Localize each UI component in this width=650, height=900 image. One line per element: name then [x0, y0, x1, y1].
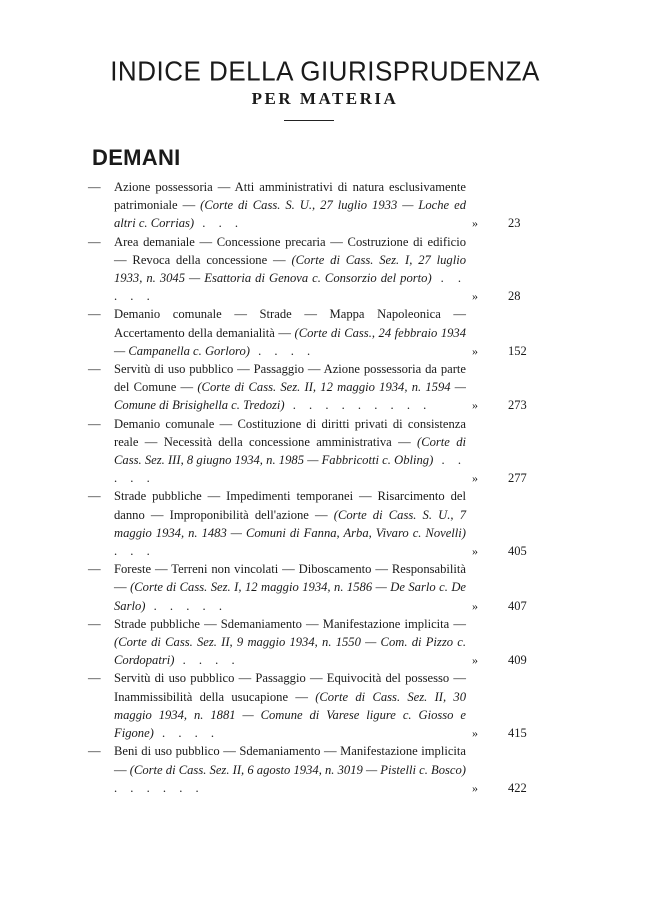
entry-leader-dots: . . . . . . — [114, 780, 204, 795]
index-entry: — Demanio comunale — Strade — Mappa Napoleonica — Accertamento della demanialità — (Corte di Cass., 24 febbraio 1934 — Campanella c. Gorloro) . . . . » 152 — [88, 307, 527, 358]
entry-citation: (Corte di Cass. Sez. II, 30 maggio 1934, n. 1881 — Comune di Varese ligure c. Giosso e Figone) — [114, 689, 466, 741]
index-entry: — Azione possessoria — Atti amministrativi di natura esclusivamente patrimoniale — (Corte di Cass. S. U., 27 luglio 1933 — Loche ed altri c. Corrias) . . . » 23 — [88, 180, 521, 231]
entry-citation: (Corte di Cass. Sez. II, 12 maggio 1934, n. 1594 — Comune di Brisighella c. Tredozi) — [114, 380, 466, 413]
entry-leader-dots: . . . — [114, 544, 155, 559]
entry-leader-dots: . . . . . — [114, 271, 466, 304]
entry-leader-dots: . . . . — [153, 726, 220, 741]
index-entry: — Servitù di uso pubblico — Passaggio — Equivocità del possesso — Inammissibilità della usucapione — (Corte di Cass. Sez. II, 30 maggio 1934, n. 1881 — Comune di Varese ligure c. Giosso e Figone) . . . . » 415 — [88, 671, 527, 741]
entry-citation: (Corte di Cass. Sez. I, 27 luglio 1933, n. 3045 — Esattoria di Genova c. Consorzio del porto) — [114, 252, 467, 286]
entry-citation: (Corte di Cass. Sez. II, 9 maggio 1934, n. 1550 — Com. di Pizzo c. Cordopatri) — [114, 635, 466, 668]
entry-text: Strade pubbliche — Sdemaniamento — Manifestazione implicita — — [114, 616, 466, 631]
entry-dash: — — [88, 671, 101, 686]
entry-leader-dots: . . . . — [174, 653, 240, 668]
index-entry: — Strade pubbliche — Sdemaniamento — Manifestazione implicita — (Corte di Cass. Sez. II, 9 maggio 1934, n. 1550 — Com. di Pizzo c. Cordopatri) . . . . » 409 — [88, 616, 527, 668]
entry-text: Azione possessoria — Atti amministrativi di natura esclusivamente patrimoniale — — [114, 180, 466, 213]
entry-dash: — — [88, 180, 101, 194]
entry-text: Servitù di uso pubblico — Passaggio — Equivocità del possesso — Inammissibilità della usucapione — — [114, 671, 466, 704]
index-entry: — Area demaniale — Concessione precaria — Costruzione di edificio — Revoca della concessione — (Corte di Cass. Sez. I, 27 luglio 1933, n. 3045 — Esattoria di Genova c. Consorzio del porto) . . . . . » 28 — [88, 234, 521, 304]
entry-dash: — — [88, 307, 101, 322]
entry-dash: — — [88, 234, 101, 249]
index-entry: — Strade pubbliche — Impedimenti temporanei — Risarcimento del danno — Improponibilità dell'azione — (Corte di Cass. S. U., 7 maggio 1934, n. 1483 — Comuni di Fanna, Arba, Vivaro c. Novelli) . . . » 405 — [88, 489, 527, 559]
entry-text: Beni di uso pubblico — Sdemaniamento — Manifestazione implicita — — [114, 744, 466, 777]
index-entry: — Servitù di uso pubblico — Passaggio — Azione possessoria da parte del Comune — (Corte di Cass. Sez. II, 12 maggio 1934, n. 1594 — Comune di Brisighella c. Tredozi) . . . . . . . . . » 273 — [88, 362, 527, 413]
entry-leader-dots: . . . . . — [114, 453, 467, 486]
entry-dash: — — [88, 616, 101, 631]
entry-dash: — — [88, 489, 101, 504]
entry-text: Demanio comunale — Costituzione di diritti privati di consistenza reale — Necessità della concessione amministrativa — — [114, 416, 466, 449]
entry-text: Servitù di uso pubblico — Passaggio — Azione possessoria da parte del Comune — — [114, 362, 466, 395]
entry-dash: — — [88, 416, 101, 431]
entry-dash: — — [88, 362, 101, 377]
entry-citation: (Corte di Cass. Sez. III, 8 giugno 1934, n. 1985 — Fabbricotti c. Obling) — [114, 434, 466, 468]
entry-citation: (Corte di Cass. S. U., 7 maggio 1934, n. 1483 — Comuni di Fanna, Arba, Vivaro c. Novelli) — [114, 507, 466, 540]
entry-list — [88, 178, 548, 797]
index-entry: — Beni di uso pubblico — Sdemaniamento — Manifestazione implicita — (Corte di Cass. Sez. II, 6 agosto 1934, n. 3019 — Pistelli c. Bosco) . . . . . . » 422 — [88, 744, 527, 795]
title-divider — [284, 120, 334, 121]
index-entry: — Demanio comunale — Costituzione di diritti privati di consistenza reale — Necessità della concessione amministrativa — (Corte di Cass. Sez. III, 8 giugno 1934, n. 1985 — Fabbricotti c. Obling) . . . . . » 277 — [88, 416, 527, 486]
entry-text: Demanio comunale — Strade — Mappa Napoleonica — Accertamento della demanialità — — [114, 307, 466, 340]
entry-citation: (Corte di Cass. Sez. I, 12 maggio 1934, n. 1586 — De Sarlo c. De Sarlo) — [114, 580, 466, 613]
entry-dash: — — [88, 562, 101, 577]
entry-leader-dots: . . . . . — [145, 598, 227, 613]
index-title: INDICE DELLA GIURISPRUDENZA — [110, 55, 540, 87]
section-heading: DEMANI — [92, 145, 181, 170]
entry-leader-dots: . . . . . . . . . — [284, 398, 432, 413]
entry-citation: (Corte di Cass. Sez. II, 6 agosto 1934, n. 3019 — Pistelli c. Bosco) — [129, 762, 466, 777]
index-subtitle: PER MATERIA — [251, 89, 399, 108]
entry-leader-dots: . . . . — [249, 343, 316, 358]
entry-dash: — — [88, 744, 101, 759]
entry-text: Foreste — Terreni non vincolati — Diboscamento — Responsabilità — — [114, 562, 466, 595]
entry-citation: (Corte di Cass. S. U., 27 luglio 1933 — Loche ed altri c. Corrias) — [114, 198, 466, 231]
entry-citation: (Corte di Cass., 24 febbraio 1934 — Campanella c. Gorloro) — [114, 325, 467, 358]
entry-leader-dots: . . . — [194, 216, 244, 231]
index-entry: — Foreste — Terreni non vincolati — Diboscamento — Responsabilità — (Corte di Cass. Sez. I, 12 maggio 1934, n. 1586 — De Sarlo c. De Sarlo) . . . . . » 407 — [88, 562, 527, 613]
entry-text: Strade pubbliche — Impedimenti temporanei — Risarcimento del danno — Improponibilità dell'azione — — [114, 489, 466, 522]
entry-text: Area demaniale — Concessione precaria — Costruzione di edificio — Revoca della concessione — — [114, 234, 466, 267]
